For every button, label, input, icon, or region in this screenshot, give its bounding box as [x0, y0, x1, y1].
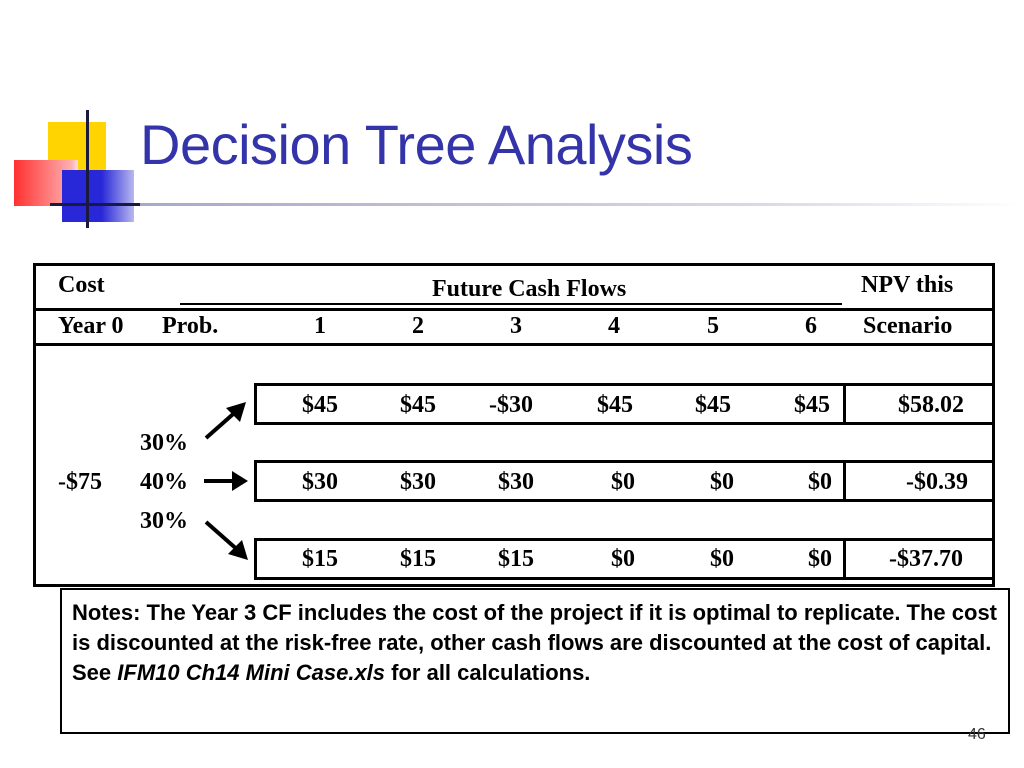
notes-file-name: IFM10 Ch14 Mini Case.xls [117, 660, 386, 685]
scenario-row-1-npv-divider [843, 383, 846, 425]
row1-year4: $45 [597, 392, 633, 418]
notes-box [60, 588, 1010, 734]
header-bottom-divider [33, 343, 995, 346]
initial-cost: -$75 [58, 469, 102, 495]
header-year-3: 3 [510, 313, 522, 339]
probability-2: 40% [140, 469, 188, 495]
row1-year3: -$30 [489, 392, 533, 418]
row3-year5: $0 [710, 546, 734, 572]
arrow-down-right-icon [202, 518, 252, 562]
title-rule [140, 203, 1024, 206]
row2-year3: $30 [498, 469, 534, 495]
row3-year2: $15 [400, 546, 436, 572]
slide-title: Decision Tree Analysis [140, 113, 693, 176]
row2-year6: $0 [808, 469, 832, 495]
row1-year5: $45 [695, 392, 731, 418]
row3-year1: $15 [302, 546, 338, 572]
header-year-2: 2 [412, 313, 424, 339]
header-year-1: 1 [314, 313, 326, 339]
row2-year5: $0 [710, 469, 734, 495]
header-cost: Cost [58, 272, 105, 298]
row2-year1: $30 [302, 469, 338, 495]
header-npv-this: NPV this [861, 272, 954, 298]
row1-npv: $58.02 [898, 392, 964, 418]
row1-year1: $45 [302, 392, 338, 418]
future-cash-flows-underline [180, 303, 842, 305]
scenario-row-2-npv-divider [843, 460, 846, 502]
row1-year6: $45 [794, 392, 830, 418]
row3-year4: $0 [611, 546, 635, 572]
row3-year6: $0 [808, 546, 832, 572]
notes-text-end: for all calculations. [385, 660, 591, 685]
header-year-5: 5 [707, 313, 719, 339]
logo-vertical-line [86, 110, 89, 228]
row1-year2: $45 [400, 392, 436, 418]
row3-year3: $15 [498, 546, 534, 572]
arrow-right-icon [202, 468, 250, 494]
arrow-up-right-icon [200, 400, 250, 442]
logo-blue-square [62, 170, 134, 222]
header-divider [33, 308, 995, 311]
header-prob: Prob. [162, 313, 219, 339]
header-year0: Year 0 [58, 313, 124, 339]
page-number: 46 [968, 726, 986, 743]
notes-text: Notes: The Year 3 CF includes the cost of the project if it is optimal to replicate. The cost is discounted at the risk-free rate, other cash flows are discounted at the cost of capital. See [72, 600, 997, 685]
probability-3: 30% [140, 508, 188, 534]
header-year-4: 4 [608, 313, 620, 339]
row2-year2: $30 [400, 469, 436, 495]
row3-npv: -$37.70 [889, 546, 963, 572]
row2-npv: -$0.39 [906, 469, 968, 495]
probability-1: 30% [140, 430, 188, 456]
header-year-6: 6 [805, 313, 817, 339]
header-future-cash-flows: Future Cash Flows [432, 276, 627, 302]
header-scenario: Scenario [863, 313, 953, 339]
scenario-row-3-npv-divider [843, 538, 846, 580]
slide-logo [0, 0, 140, 230]
row2-year4: $0 [611, 469, 635, 495]
logo-horizontal-line [50, 203, 140, 206]
